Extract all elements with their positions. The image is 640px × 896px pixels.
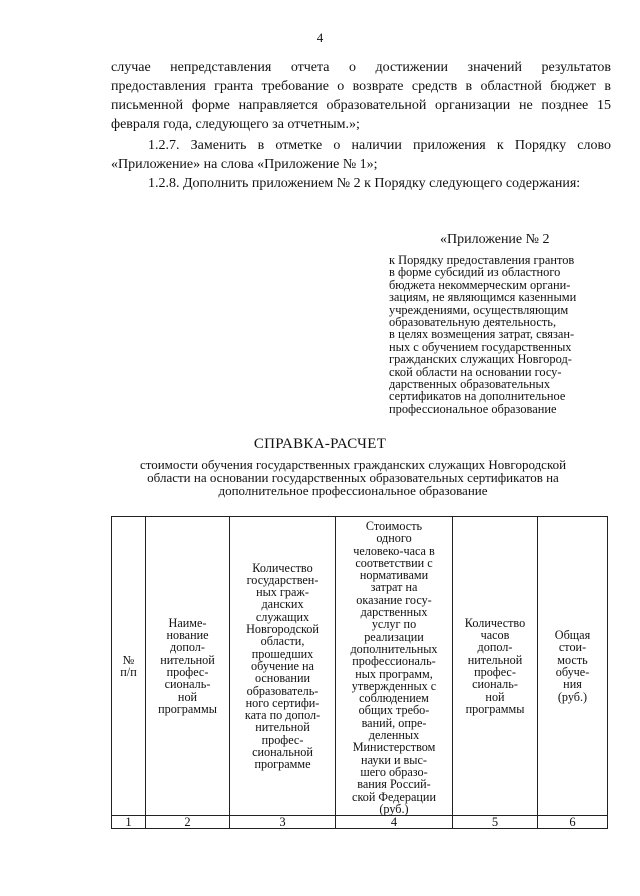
paragraph-1-2-8: 1.2.8. Дополнить приложением № 2 к Порядку следующего содержания: <box>148 176 581 191</box>
paragraph-1-2-7: 1.2.7. Заменить в отметке о наличии приложения к Порядку слово «Приложение» на слова «Приложение № 1»; <box>111 138 611 172</box>
header-line: затрат на <box>370 580 418 595</box>
header-line: (руб.) <box>379 801 409 816</box>
appendix-line: учреждениями, осуществляющим <box>389 302 569 317</box>
header-line: ной <box>177 689 198 704</box>
calculation-table <box>111 516 608 829</box>
appendix-line: ных с обучением государственных <box>389 339 572 354</box>
header-line: одного <box>376 531 412 546</box>
appendix-line: ской области на основании госу- <box>389 364 562 379</box>
column-number-cell: 5 <box>453 816 538 829</box>
column-number-cell: 3 <box>230 816 336 829</box>
column-number-cell: 4 <box>336 816 453 829</box>
header-line: ката по допол- <box>244 708 321 723</box>
header-line: соответствии с <box>355 555 433 570</box>
paragraph-grant-report: случае непредставления отчета о достижении значений результатов предоставления гранта требование о возврате средств в областной бюджет в письменной форме направляется образовательной организации не позднее 15 февраля года, следующего за отчетным.»; <box>111 60 611 132</box>
header-line: Количество <box>464 615 526 630</box>
header-line: государствен- <box>246 572 319 587</box>
header-line: сиональ- <box>164 677 211 692</box>
header-line: Количество <box>252 560 313 575</box>
header-line: нительной <box>160 652 215 667</box>
header-col-employee-count <box>230 517 336 816</box>
appendix-line: к Порядку предоставления грантов <box>389 253 575 267</box>
header-line: шего образо- <box>360 764 428 779</box>
column-number-cell: 2 <box>146 816 230 829</box>
appendix-line: профессиональное образование <box>389 401 557 416</box>
header-line: программе <box>254 757 311 772</box>
header-line: образователь- <box>246 683 319 698</box>
header-line: № <box>122 652 135 667</box>
table-row <box>112 816 608 829</box>
header-line: реализации <box>364 629 424 644</box>
header-line: вания Россий- <box>357 777 431 792</box>
header-line: нование <box>166 628 209 643</box>
appendix-line: сертификатов на дополнительное <box>389 389 566 404</box>
header-line: Наиме- <box>168 615 207 630</box>
header-line: науки и выс- <box>361 752 427 767</box>
header-line: Стоимость <box>365 519 423 533</box>
header-line: мость <box>557 652 588 667</box>
appendix-line: в целях возмещения затрат, связан- <box>389 327 575 342</box>
header-line: п/п <box>120 665 137 680</box>
table-header-row <box>112 517 608 816</box>
appendix-line: в форме субсидий из областного <box>389 265 561 280</box>
header-line: часов <box>480 628 510 643</box>
header-line: программы <box>465 701 525 716</box>
column-number-cell: 1 <box>112 816 146 829</box>
header-line: прошедших <box>251 646 314 661</box>
header-line: услуг по <box>371 617 417 632</box>
header-line: ных программ, <box>355 666 433 681</box>
header-line: деленных <box>368 728 420 743</box>
header-line: Новгородской <box>246 622 319 637</box>
header-col-program-name <box>146 517 230 816</box>
header-line: соблюдением <box>359 691 429 706</box>
header-line: допол- <box>477 640 513 655</box>
header-line: оказание госу- <box>356 592 432 607</box>
header-col-hour-cost <box>336 517 453 816</box>
header-line: сиональ- <box>472 677 518 692</box>
header-line: ной <box>485 689 505 704</box>
header-line: нительной <box>467 652 523 667</box>
header-line: данских <box>261 597 304 612</box>
subtitle-line: дополнительное профессиональное образование <box>218 483 488 498</box>
header-line: ваний, опре- <box>361 715 427 730</box>
header-line: дополнительных <box>350 641 438 656</box>
header-line: человеко-часа в <box>353 543 435 558</box>
document-subtitle <box>100 458 606 497</box>
header-line: Министерством <box>352 740 436 755</box>
column-number-cell: 6 <box>538 816 608 829</box>
header-line: дарственных <box>360 605 428 620</box>
header-line: ного сертифи- <box>245 695 320 710</box>
header-line: профессиональ- <box>352 654 436 669</box>
header-line: ния <box>563 677 582 692</box>
appendix-line: зациям, не являющимся казенными <box>389 290 577 305</box>
page-number: 4 <box>316 30 324 45</box>
header-line: нительной <box>255 720 310 735</box>
header-line: сиональной <box>252 744 313 759</box>
appendix-line: гражданских служащих Новгород- <box>389 352 572 367</box>
header-col-total-cost <box>538 517 608 816</box>
header-col-number <box>112 517 146 816</box>
subtitle-line: области на основании государственных образовательных сертификатов на <box>147 470 559 485</box>
appendix-line: дарственных образовательных <box>389 377 551 392</box>
header-line: ской Федерации <box>352 789 436 804</box>
header-line: обуче- <box>555 665 590 680</box>
header-line: допол- <box>170 640 205 655</box>
appendix-note <box>389 254 613 415</box>
header-line: профес- <box>261 732 304 747</box>
header-line: основании <box>255 671 310 686</box>
subtitle-line: стоимости обучения государственных гражданских служащих Новгородской <box>139 457 567 472</box>
document-title: СПРАВКА-РАСЧЕТ <box>253 436 387 452</box>
appendix-line: образовательную деятельность, <box>389 315 557 330</box>
appendix-title: «Приложение № 2 <box>440 232 550 247</box>
header-line: ных граж- <box>256 585 309 600</box>
header-line: служащих <box>255 609 310 624</box>
header-line: стои- <box>558 640 587 655</box>
header-line: программы <box>158 701 217 716</box>
appendix-line: бюджета некоммерческим органи- <box>389 277 571 292</box>
header-line: нормативами <box>359 568 429 583</box>
header-line: профес- <box>474 665 516 680</box>
header-col-program-hours <box>453 517 538 816</box>
header-line: обучение на <box>251 658 314 673</box>
header-line: Общая <box>554 628 591 643</box>
header-line: профес- <box>166 665 209 680</box>
header-line: (руб.) <box>557 689 588 704</box>
header-line: утвержденных с <box>351 678 437 693</box>
header-line: общих требо- <box>358 703 430 718</box>
header-line: области, <box>260 634 305 649</box>
